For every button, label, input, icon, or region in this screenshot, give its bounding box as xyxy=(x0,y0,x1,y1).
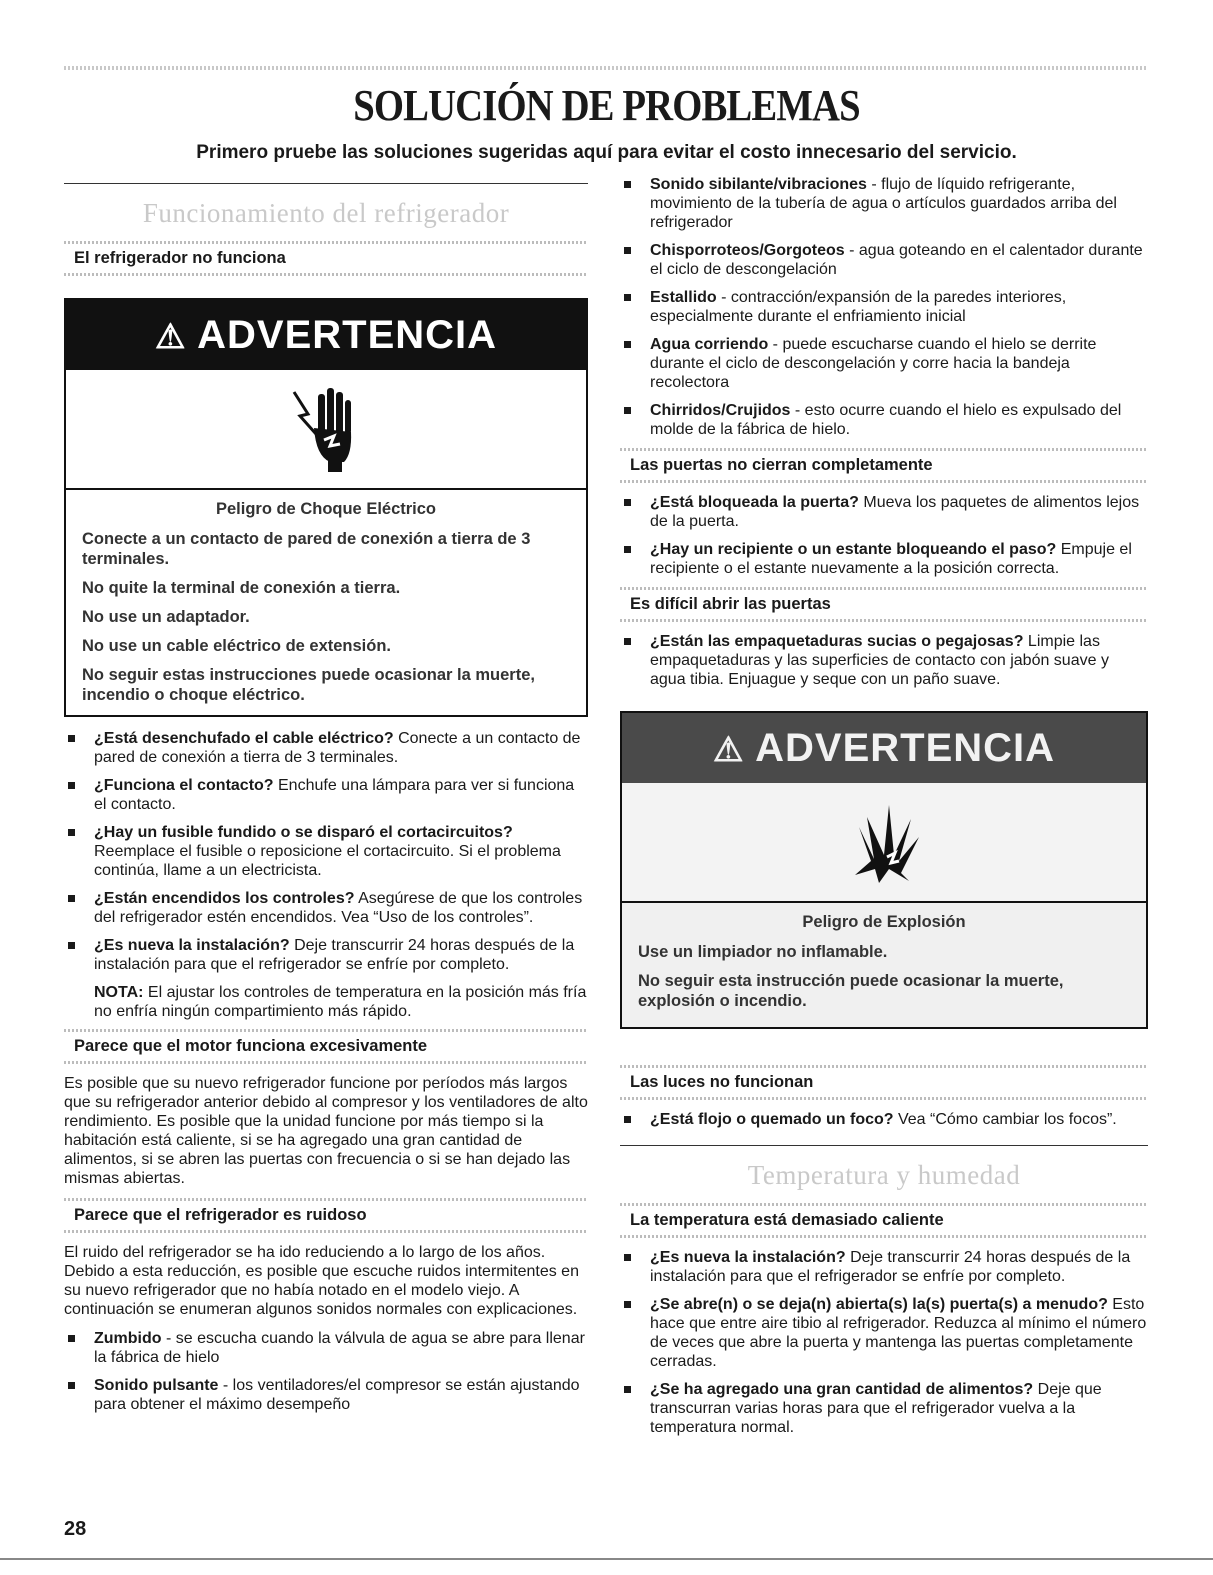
list-item: ¿Funciona el contacto? Enchufe una lámpara para ver si funciona el contacto. xyxy=(64,776,588,814)
list-item: ¿Se ha agregado una gran cantidad de alimentos? Deje que transcurran varias horas para que el refrigerador vuelva a la temperatura normal. xyxy=(620,1380,1148,1437)
warning-line: No seguir estas instrucciones puede ocasionar la muerte, incendio o choque eléctrico. xyxy=(82,666,535,704)
right-column xyxy=(620,175,1148,1446)
sounds-list xyxy=(620,175,1148,439)
list-item: ¿Están las empaquetaduras sucias o pegajosas? Limpie las empaquetaduras y las superficies de contacto con jabón suave y agua tibia. Enjuague y seque con un paño suave. xyxy=(620,632,1148,689)
warning-header xyxy=(66,300,586,370)
body-paragraph: El ruido del refrigerador se ha ido reduciendo a lo largo de los años. Debido a esta reducción, es posible que escuche ruidos intermitentes en su nuevo refrigerador que no había notado en el modelo viejo. A continuación se enumeran algunos sonidos normales con explicaciones. xyxy=(64,1244,579,1318)
troubleshooting-list xyxy=(620,1248,1148,1437)
subsection-heading: La temperatura está demasiado caliente xyxy=(620,1203,1148,1238)
subsection-heading: Las puertas no cierran completamente xyxy=(620,448,1148,483)
footer-rule xyxy=(0,1558,1213,1560)
body-paragraph: Es posible que su nuevo refrigerador funcione por períodos más largos que su refrigerador anterior debido al compresor y los ventiladores de alto rendimiento. Es posible que la unidad funcione por más tiempo si la habitación está caliente, si se ha agregado una gran cantidad de alimentos, si se abren las puertas con frecuencia o si se han dejado las mismas abiertas. xyxy=(64,1075,588,1187)
list-item: Chisporroteos/Gorgoteos - agua goteando en el calentador durante el ciclo de descongelación xyxy=(620,241,1148,279)
explosion-icon xyxy=(622,783,1146,903)
list-item: Chirridos/Crujidos - esto ocurre cuando el hielo es expulsado del molde de la fábrica de hielo. xyxy=(620,401,1148,439)
note: NOTA: El ajustar los controles de temperatura en la posición más fría no enfría ningún compartimiento más rápido. xyxy=(94,984,587,1020)
troubleshooting-list xyxy=(620,632,1148,689)
subsection-heading: Es difícil abrir las puertas xyxy=(620,587,1148,622)
warning-header xyxy=(622,713,1146,783)
list-item: ¿Está flojo o quemado un foco? Vea “Cómo cambiar los focos”. xyxy=(620,1110,1148,1129)
list-item: ¿Está bloqueada la puerta? Mueva los paquetes de alimentos lejos de la puerta. xyxy=(620,493,1148,531)
subsection-heading: Parece que el motor funciona excesivamente xyxy=(64,1029,588,1064)
troubleshooting-list xyxy=(620,493,1148,578)
list-item: ¿Es nueva la instalación? Deje transcurrir 24 horas después de la instalación para que el refrigerador se enfríe por completo. xyxy=(620,1248,1148,1286)
explosion-warning-box xyxy=(620,711,1148,1029)
warning-triangle-icon: ⚠ xyxy=(712,731,745,769)
subsection-heading: El refrigerador no funciona xyxy=(64,241,588,276)
warning-line: No seguir esta instrucción puede ocasionar la muerte, explosión o incendio. xyxy=(638,972,1064,1010)
list-item: Sonido sibilante/vibraciones - flujo de líquido refrigerante, movimiento de la tubería de agua o artículos guardados arriba del refrigerador xyxy=(620,175,1148,232)
list-item: Estallido - contracción/expansión de la paredes interiores, especialmente durante el enfriamiento inicial xyxy=(620,288,1148,326)
list-item: ¿Hay un fusible fundido o se disparó el cortacircuitos? Reemplace el fusible o reposicione el cortacircuito. Si el problema continúa, llame a un electricista. xyxy=(64,823,588,880)
warning-line: No quite la terminal de conexión a tierra. xyxy=(82,579,401,597)
warning-text xyxy=(66,490,586,715)
troubleshooting-list xyxy=(64,729,588,974)
list-item: ¿Está desenchufado el cable eléctrico? Conecte a un contacto de pared de conexión a tierra de 3 terminales. xyxy=(64,729,588,767)
hazard-title: Peligro de Choque Eléctrico xyxy=(215,500,437,518)
electric-shock-hand-icon xyxy=(66,370,586,490)
warning-line: No use un adaptador. xyxy=(82,608,250,626)
electric-shock-warning-box xyxy=(64,298,588,717)
subsection-heading: Parece que el refrigerador es ruidoso xyxy=(64,1198,588,1233)
top-dotted-rule xyxy=(64,66,1148,70)
list-item: Sonido pulsante - los ventiladores/el compresor se están ajustando para obtener el máximo desempeño xyxy=(64,1376,588,1414)
subsection-heading: Las luces no funcionan xyxy=(620,1065,1148,1100)
warning-line: No use un cable eléctrico de extensión. xyxy=(82,637,392,655)
troubleshooting-list xyxy=(620,1110,1148,1129)
page-title: SOLUCIÓN DE PROBLEMAS xyxy=(353,81,860,130)
page-number: 28 xyxy=(64,1518,87,1540)
warning-text xyxy=(622,903,1146,1027)
list-item: ¿Hay un recipiente o un estante bloqueando el paso? Empuje el recipiente o el estante nuevamente a la posición correcta. xyxy=(620,540,1148,578)
warning-line: Conecte a un contacto de pared de conexión a tierra de 3 terminales. xyxy=(82,530,531,568)
warning-header-label: ADVERTENCIA xyxy=(755,726,1056,770)
sounds-list xyxy=(64,1329,588,1414)
list-item: Agua corriendo - puede escucharse cuando el hielo se derrite durante el ciclo de descongelación y corre hacia la bandeja recolectora xyxy=(620,335,1148,392)
list-item: ¿Es nueva la instalación? Deje transcurrir 24 horas después de la instalación para que el refrigerador se enfríe por completo. xyxy=(64,936,588,974)
section-title-temperatura: Temperatura y humedad xyxy=(747,1160,1021,1190)
section-rule xyxy=(620,1145,1148,1146)
list-item: Zumbido - se escucha cuando la válvula de agua se abre para llenar la fábrica de hielo xyxy=(64,1329,588,1367)
hazard-title: Peligro de Explosión xyxy=(802,913,966,931)
section-rule xyxy=(64,183,588,184)
section-title-funcionamiento: Funcionamiento del refrigerador xyxy=(142,198,510,228)
warning-triangle-icon: ⚠ xyxy=(154,318,187,356)
list-item: ¿Están encendidos los controles? Asegúrese de que los controles del refrigerador estén encendidos. Vea “Uso de los controles”. xyxy=(64,889,588,927)
list-item: ¿Se abre(n) o se deja(n) abierta(s) la(s) puerta(s) a menudo? Esto hace que entre aire tibio al refrigerador. Reduzca al mínimo el número de veces que abre la puerta y mantenga las puertas completamente cerradas. xyxy=(620,1295,1148,1371)
warning-line: Use un limpiador no inflamable. xyxy=(638,943,888,961)
left-column xyxy=(64,183,588,1423)
page-subtitle: Primero pruebe las soluciones sugeridas aquí para evitar el costo innecesario del servicio. xyxy=(196,142,1017,163)
warning-header-label: ADVERTENCIA xyxy=(197,313,498,357)
